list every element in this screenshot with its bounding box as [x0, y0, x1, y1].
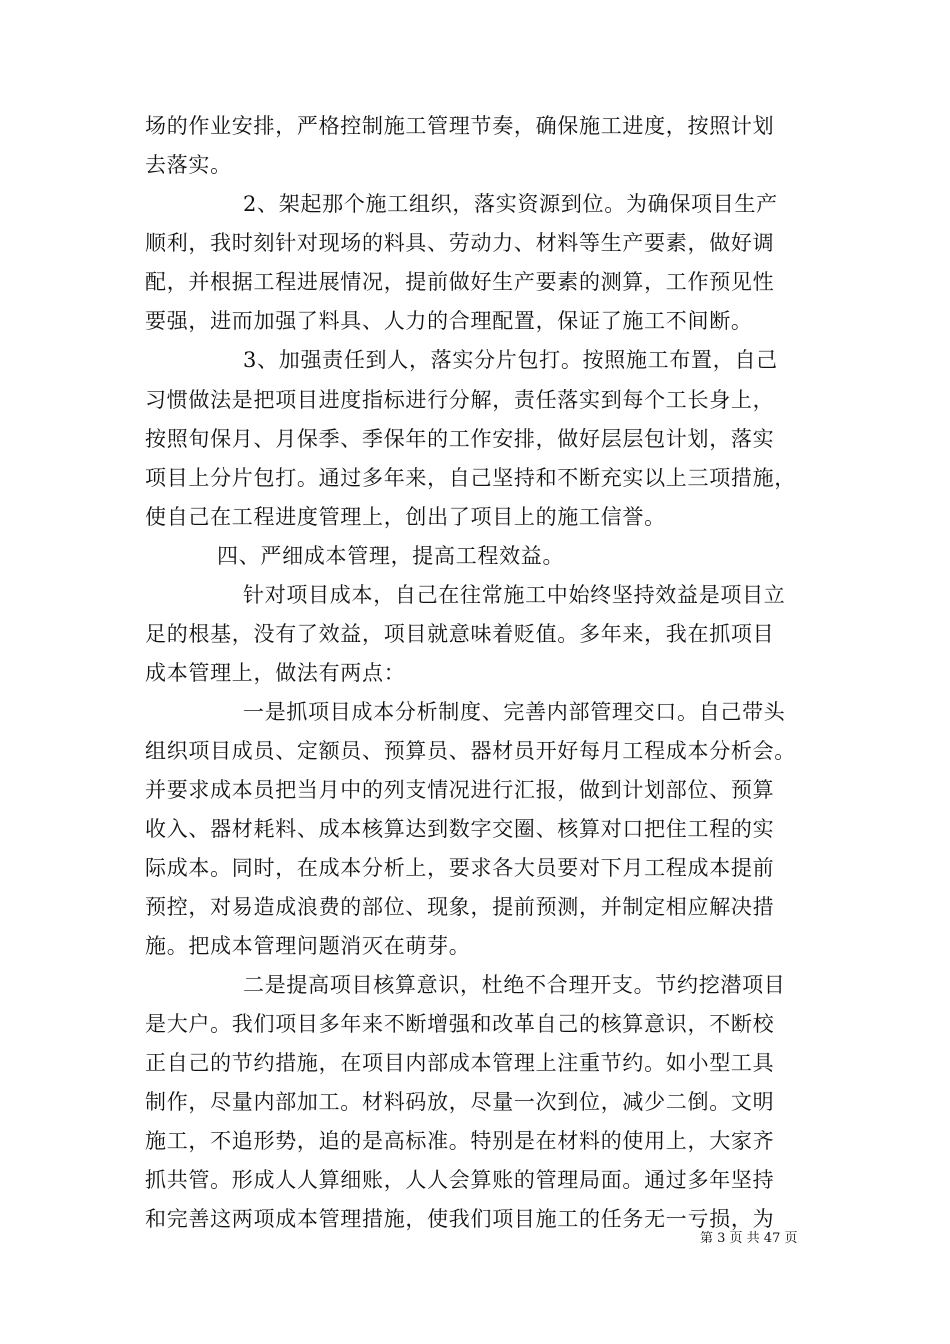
text-line: 2、架起那个施工组织，落实资源到位。为确保项目生产 [243, 192, 778, 216]
text-line: 使自己在工程进度管理上，创出了项目上的施工信誉。 [145, 505, 666, 529]
text-line: 并要求成本员把当月中的列支情况进行汇报，做到计划部位、预算 [145, 778, 775, 802]
text-line: 一是抓项目成本分析制度、完善内部管理交口。自己带头 [243, 700, 786, 724]
text-line: 预控，对易造成浪费的部位、现象，提前预测，并制定相应解决措 [145, 895, 775, 919]
text-line: 组织项目成员、定额员、预算员、器材员开好每月工程成本分析会。 [145, 739, 796, 763]
text-line: 针对项目成本，自己在往常施工中始终坚持效益是项目立 [243, 583, 786, 607]
text-line: 二是提高项目核算意识，杜绝不合理开支。节约挖潜项目 [243, 973, 786, 997]
page-number: 第 3 页 共 47 页 [700, 1231, 798, 1246]
text-line: 3、加强责任到人，落实分片包打。按照施工布置，自己 [243, 348, 778, 372]
text-line: 是大户。我们项目多年来不断增强和改革自己的核算意识，不断校 [145, 1012, 775, 1036]
text-line: 足的根基，没有了效益，项目就意味着贬值。多年来，我在抓项目 [145, 622, 775, 646]
text-line: 按照旬保月、月保季、季保年的工作安排，做好层层包计划，落实 [145, 427, 775, 451]
text-line: 要强，进而加强了料具、人力的合理配置，保证了施工不间断。 [145, 309, 753, 333]
text-line: 制作，尽量内部加工。材料码放，尽量一次到位，减少二倒。文明 [145, 1090, 775, 1114]
text-line: 施。把成本管理问题消灭在萌芽。 [145, 934, 471, 958]
text-line: 和完善这两项成本管理措施，使我们项目施工的任务无一亏损，为 [145, 1207, 775, 1231]
text-line: 习惯做法是把项目进度指标进行分解，责任落实到每个工长身上， [145, 388, 775, 412]
text-line: 成本管理上，做法有两点： [145, 661, 406, 685]
document-body [145, 116, 809, 1230]
text-line: 际成本。同时，在成本分析上，要求各大员要对下月工程成本提前 [145, 856, 775, 880]
text-line: 抓共管。形成人人算细账，人人会算账的管理局面。通过多年坚持 [145, 1168, 775, 1192]
text-line: 收入、器材耗料、成本核算达到数字交圈、核算对口把住工程的实 [145, 817, 775, 841]
text-line: 配，并根据工程进展情况，提前做好生产要素的测算，工作预见性 [145, 270, 775, 294]
text-line: 场的作业安排，严格控制施工管理节奏，确保施工进度，按照计划 [145, 114, 775, 138]
text-line: 正自己的节约措施，在项目内部成本管理上注重节约。如小型工具 [145, 1051, 775, 1075]
text-line: 去落实。 [145, 153, 232, 177]
text-line: 项目上分片包打。通过多年来，自己坚持和不断充实以上三项措施， [145, 466, 796, 490]
section-heading: 四、严细成本管理，提高工程效益。 [217, 544, 565, 568]
text-line: 施工，不追形势，追的是高标准。特别是在材料的使用上，大家齐 [145, 1129, 775, 1153]
text-line: 顺利，我时刻针对现场的料具、劳动力、材料等生产要素，做好调 [145, 231, 775, 255]
